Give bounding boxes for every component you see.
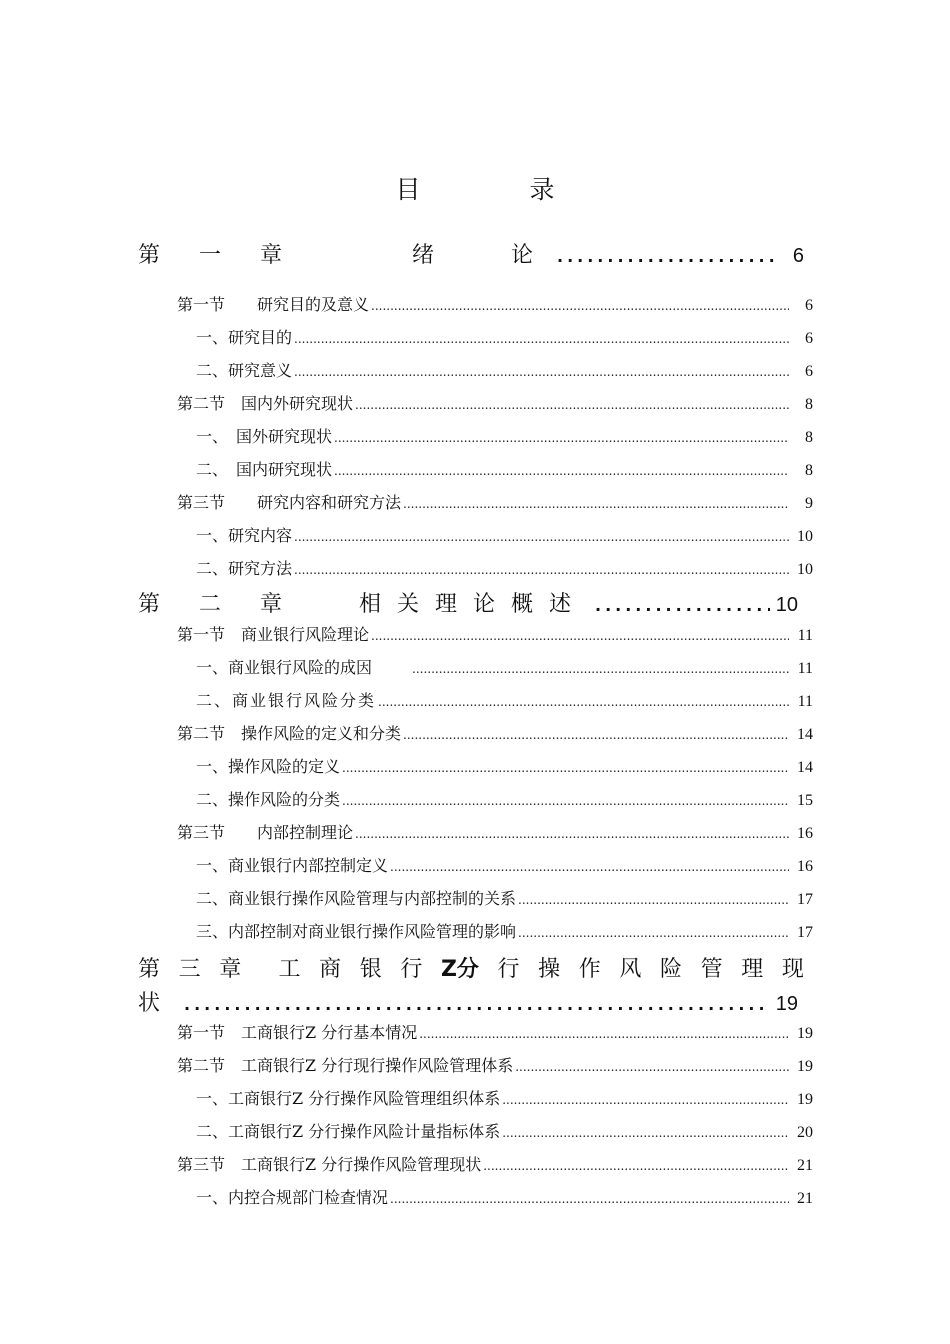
char: 行: [400, 957, 423, 982]
leader-dots: [419, 1027, 789, 1041]
page-number: 16: [797, 825, 813, 842]
toc-label: 一、研究内容: [196, 526, 293, 545]
char: 操: [538, 957, 561, 982]
page-number: 10: [797, 528, 813, 545]
toc-item[interactable]: [196, 1119, 813, 1142]
leader-dots: [334, 464, 789, 478]
leader-dots: [518, 893, 789, 907]
char: 行: [497, 957, 520, 982]
toc-section[interactable]: [177, 820, 813, 843]
leader-dots: [403, 497, 789, 511]
toc-label: 状: [138, 991, 177, 1016]
page-number: 11: [797, 660, 813, 677]
char: Z分: [440, 957, 479, 982]
leader-dots: [390, 860, 789, 874]
toc-label: 第一节 工商银行Z 分行基本情况: [177, 1023, 418, 1042]
toc-section[interactable]: [177, 1053, 813, 1076]
leader-dots: [294, 530, 789, 544]
toc-item[interactable]: [196, 457, 813, 480]
toc-chapter-3-line2[interactable]: [138, 986, 798, 1017]
leader-dots: [502, 1093, 789, 1107]
page-number: 6: [805, 330, 813, 347]
toc-label: 一、商业银行内部控制定义: [196, 856, 389, 875]
toc-label: 二、工商银行Z 分行操作风险计量指标体系: [196, 1122, 501, 1141]
char: 作: [578, 957, 601, 982]
char: 银: [359, 957, 382, 982]
char: 现: [781, 957, 804, 982]
page-number: 6: [792, 245, 804, 267]
toc-label: 一、研究目的: [196, 328, 293, 347]
toc-label: 第二节 国内外研究现状: [177, 394, 354, 413]
toc-item[interactable]: [196, 919, 813, 942]
toc-label: 一、商业银行风险的成因: [196, 658, 373, 677]
toc-label: 二、商业银行风险分类: [196, 691, 377, 710]
char: 三: [178, 957, 201, 982]
page-number: 6: [805, 363, 813, 380]
toc-label: 二、商业银行操作风险管理与内部控制的关系: [196, 889, 517, 908]
toc-label: 第 二 章 相关理论概述: [138, 592, 587, 617]
page-number: 19: [797, 1025, 813, 1042]
toc-title: 目 录: [395, 175, 597, 204]
toc-label: 一、内控合规部门检查情况: [196, 1188, 389, 1207]
leader-dots: [371, 629, 789, 643]
toc-label: 一、 国外研究现状: [196, 427, 333, 446]
leader-dots: [294, 563, 789, 577]
page-number: 21: [797, 1157, 813, 1174]
leader-dots: [342, 794, 789, 808]
page-number: 19: [797, 1091, 813, 1108]
leader-dots: [403, 728, 789, 742]
toc-label: 第二节 操作风险的定义和分类: [177, 724, 402, 743]
toc-item[interactable]: [196, 655, 813, 678]
page-number: 19: [775, 993, 798, 1015]
page-number: 10: [797, 561, 813, 578]
page-number: 21: [797, 1190, 813, 1207]
leader-dots: [515, 1060, 789, 1074]
toc-label: 第二节 工商银行Z 分行现行操作风险管理体系: [177, 1056, 514, 1075]
char: 管: [700, 957, 723, 982]
page-number: 19: [797, 1058, 813, 1075]
leader-dots: [483, 1159, 789, 1173]
leader-dots: [557, 247, 776, 266]
toc-item[interactable]: [196, 1086, 813, 1109]
leader-dots: [334, 431, 789, 445]
toc-chapter-2[interactable]: [138, 587, 798, 618]
page-number: 15: [797, 792, 813, 809]
toc-section[interactable]: [177, 721, 813, 744]
toc-label: 第三节 工商银行Z 分行操作风险管理现状: [177, 1155, 482, 1174]
page-number: 16: [797, 858, 813, 875]
page-number: 11: [797, 693, 813, 710]
toc-item[interactable]: [196, 523, 813, 546]
page-number: 11: [797, 627, 813, 644]
toc-item[interactable]: [196, 358, 813, 381]
toc-section[interactable]: [177, 1020, 813, 1043]
toc-label: 二、 国内研究现状: [196, 460, 333, 479]
page-number: 14: [797, 726, 813, 743]
leader-dots: [595, 596, 770, 615]
toc-label: 第三节 内部控制理论: [177, 823, 354, 842]
char: 商: [319, 957, 342, 982]
char: 第: [138, 957, 161, 982]
toc-label: 一、工商银行Z 分行操作风险管理组织体系: [196, 1089, 501, 1108]
toc-section[interactable]: [177, 391, 813, 414]
leader-dots: [294, 332, 789, 346]
toc-item[interactable]: [196, 853, 813, 876]
leader-dots: [342, 761, 789, 775]
toc-label: 第一节 商业银行风险理论: [177, 625, 370, 644]
toc-chapter-3-line1[interactable]: [138, 952, 804, 983]
toc-item[interactable]: [196, 754, 813, 777]
leader-dots: [184, 995, 770, 1014]
page-number: 8: [805, 396, 813, 413]
leader-dots: [390, 1192, 789, 1206]
char: 风: [619, 957, 642, 982]
toc-label: 二、研究意义: [196, 361, 293, 380]
page-number: 20: [797, 1124, 813, 1141]
leader-dots: [502, 1126, 789, 1140]
toc-item[interactable]: [196, 1185, 813, 1208]
toc-label: 二、操作风险的分类: [196, 790, 341, 809]
toc-label: 第 一 章 绪 论: [138, 243, 549, 268]
leader-dots: [412, 662, 789, 676]
char: 工: [278, 957, 301, 982]
toc-item[interactable]: [196, 424, 813, 447]
toc-label: 二、研究方法: [196, 559, 293, 578]
char: 理: [741, 957, 764, 982]
toc-section[interactable]: [177, 490, 813, 513]
leader-dots: [355, 398, 789, 412]
toc-item[interactable]: [196, 325, 813, 348]
toc-label: 三、内部控制对商业银行操作风险管理的影响: [196, 922, 517, 941]
toc-section[interactable]: [177, 1152, 813, 1175]
page-number: 17: [797, 924, 813, 941]
toc-label: 第一节 研究目的及意义: [177, 295, 370, 314]
char: 章: [219, 957, 242, 982]
toc-item[interactable]: [196, 787, 813, 810]
toc-item[interactable]: [196, 886, 813, 909]
leader-dots: [518, 926, 789, 940]
page-number: 10: [775, 594, 798, 616]
leader-dots: [378, 695, 789, 709]
page-number: 17: [797, 891, 813, 908]
toc-section[interactable]: [177, 292, 813, 315]
page-number: 14: [797, 759, 813, 776]
toc-item[interactable]: [196, 688, 813, 711]
char: 险: [660, 957, 683, 982]
toc-label: 一、操作风险的定义: [196, 757, 341, 776]
page-number: 8: [805, 462, 813, 479]
toc-chapter-1[interactable]: [138, 238, 804, 269]
toc-section[interactable]: [177, 622, 813, 645]
page-number: 9: [805, 495, 813, 512]
toc-item[interactable]: [196, 556, 813, 579]
page-number: 6: [805, 297, 813, 314]
leader-dots: [371, 299, 789, 313]
leader-dots: [355, 827, 789, 841]
toc-label: 第三节 研究内容和研究方法: [177, 493, 402, 512]
page-number: 8: [805, 429, 813, 446]
leader-dots: [294, 365, 789, 379]
